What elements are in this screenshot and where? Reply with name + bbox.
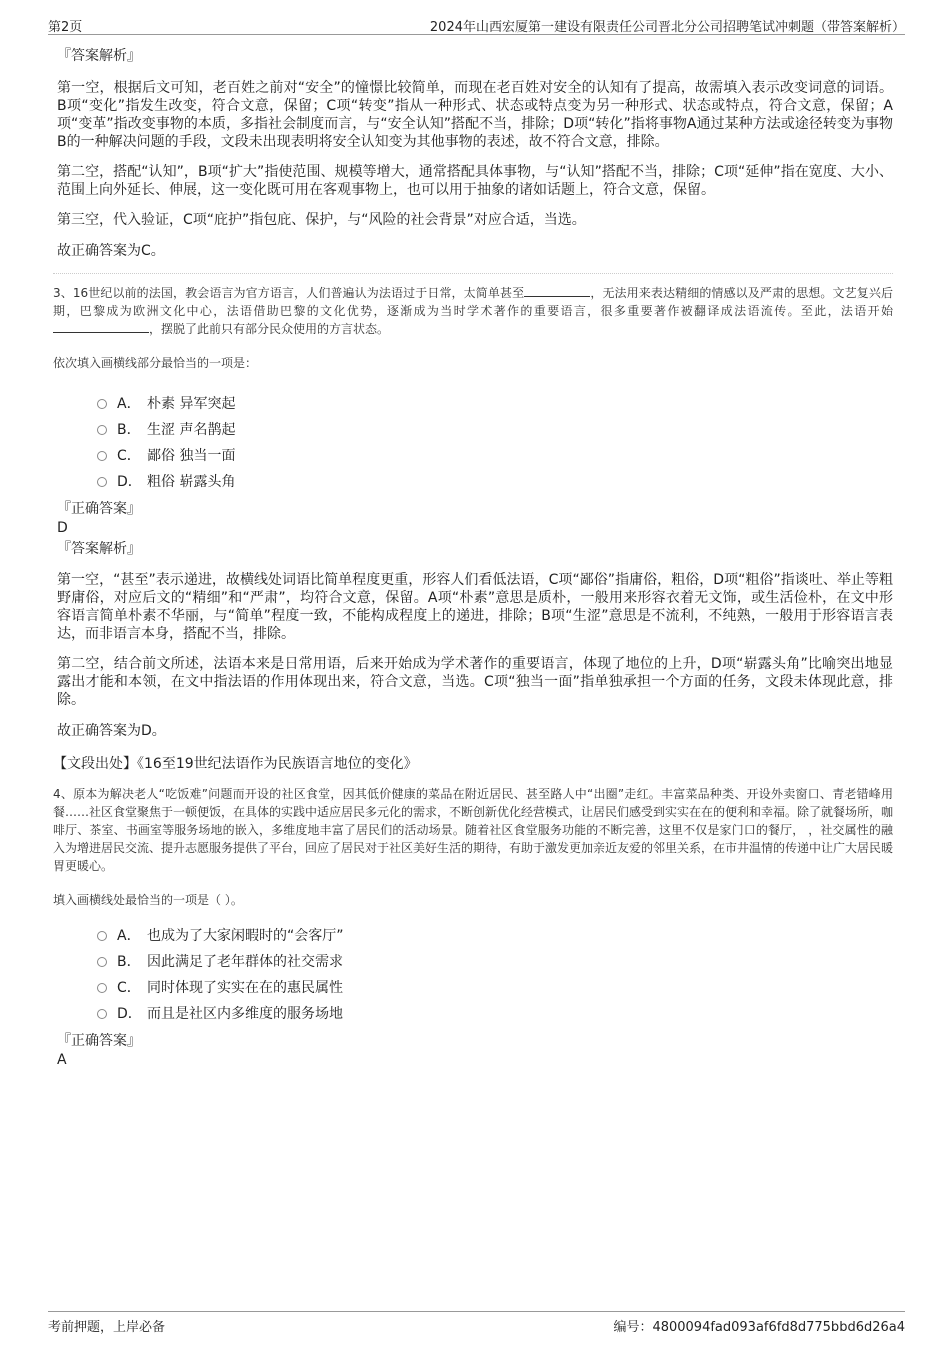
answer-label: 『正确答案』 [57, 501, 141, 517]
option-c[interactable]: C． 同时体现了实实在在的惠民属性 [97, 975, 893, 1001]
question-4-stem: 4、原本为解决老人“吃饭难”问题而开设的社区食堂，因其低价健康的菜品在附近居民、甚至路人中“出圈”走红。丰富菜品种类、开设外卖窗口、青老错峰用餐……社区食堂聚焦于一顿便饭，在具体的实践中适应居民多元化的需求，不断创新优化经营模式，让居民们感受到实实在在的便利和幸福。除了就餐场所，咖啡厅、茶室、书画室等服务场地的嵌入，多维度地丰富了居民们的活动场景。随着社区食堂服务功能的不断完善，这里不仅是家门口的餐厅， ，社交属性的融入为增进居民交流、提升志愿服务提供了平台，回应了居民对于社区美好生活的期待，有助于激发更加亲近友爱的邻里关系，在市井温情的传递中让广大居民暖胃更暖心。 [53, 787, 894, 873]
analysis-paragraph: 第二空，结合前文所述，法语本来是日常用语，后来开始成为学术著作的重要语言，体现了地位的上升，D项“崭露头角”比喻突出地显露出才能和本领，在文中指法语的作用体现出来，符合文意，当选。C项“独当一面”指单独承担一个方面的任务，文段未体现此意，排除。 [57, 656, 893, 708]
option-d[interactable]: D． 而且是社区内多维度的服务场地 [97, 1001, 893, 1027]
page-number: 第2页 [48, 20, 83, 35]
question-4-options [97, 923, 893, 1027]
question-3-options [97, 391, 893, 495]
analysis-paragraph: 第一空，根据后文可知，老百姓之前对“安全”的憧憬比较简单，而现在老百姓对安全的认知有了提高，故需填入表示改变词意的词语。B项“变化”指发生改变，符合文意，保留；C项“转变”指从一种形式、状态或特点变为另一种形式、状态或特点，符合文意，保留；A项“变革”指改变事物的本质，多指社会制度而言，与“安全认知”搭配不当，排除；D项“转化”指将事物A通过某种方法或途径转变为事物B的一种解决问题的手段，文段未出现表明将安全认知变为其他事物的表述，故不符合文意，排除。 [57, 80, 893, 150]
radio-icon[interactable] [97, 477, 107, 487]
analysis-conclusion: 故正确答案为D。 [57, 723, 166, 739]
question-3-prompt: 依次填入画横线部分最恰当的一项是： [53, 356, 258, 370]
analysis-label: 『答案解析』 [57, 48, 141, 64]
document-title: 2024年山西宏厦第一建设有限责任公司晋北分公司招聘笔试冲刺题（带答案解析） [429, 20, 905, 35]
document-body [53, 46, 894, 1069]
footer-slogan: 考前押题，上岸必备 [48, 1320, 166, 1335]
analysis-paragraph: 第一空，“甚至”表示递进，故横线处词语比简单程度更重，形容人们看低法语，C项“鄙俗”指庸俗，粗俗，D项“粗俗”指谈吐、举止等粗野庸俗，对应后文的“精细”和“严肃”，均符合文意，保留。A项“朴素”意思是质朴，一般用来形容衣着无文饰，或生活俭朴，在文中形容语言简单朴素不华丽，与“简单”程度一致，不能构成程度上的递进，排除；B项“生涩”意思是不流利，不纯熟，一般用于形容语言表达，而非语言本身，搭配不当，排除。 [57, 572, 893, 642]
radio-icon[interactable] [97, 983, 107, 993]
radio-icon[interactable] [97, 931, 107, 941]
analysis-label: 『答案解析』 [57, 541, 141, 557]
answer-label: 『正确答案』 [57, 1033, 141, 1049]
analysis-conclusion: 故正确答案为C。 [57, 243, 165, 259]
radio-icon[interactable] [97, 1009, 107, 1019]
document-id: 编号：4800094fad093af6fd8d775bbd6d26a4 [613, 1320, 905, 1335]
radio-icon[interactable] [97, 399, 107, 409]
question-4-prompt: 填入画横线处最恰当的一项是（ ）。 [53, 893, 243, 907]
question-3-stem: 3、16世纪以前的法国，教会语言为官方语言，人们普遍认为法语过于日常，太简单甚至 ，无法用来表达精细的情感以及严肃的思想。文艺复兴后期，巴黎成为欧洲文化中心，法语借助巴黎的文化优势，逐渐成为当时学术著作的重要语言，很多重要著作被翻译成法语流传。至此，法语开始，摆脱了此前只有部分民众使用的方言状态。 [53, 286, 893, 336]
correct-answer: D [57, 520, 68, 536]
analysis-paragraph: 第二空，搭配“认知”，B项“扩大”指使范围、规模等增大，通常搭配具体事物，与“认知”搭配不当，排除；C项“延伸”指在宽度、大小、范围上向外延长、伸展，这一变化既可用在客观事物上，也可以用于抽象的诸如话题上，符合文意，保留。 [57, 164, 893, 198]
radio-icon[interactable] [97, 451, 107, 461]
analysis-paragraph: 第三空，代入验证，C项“庇护”指包庇、保护，与“风险的社会背景”对应合适，当选。 [57, 212, 586, 228]
option-c[interactable]: C． 鄙俗 独当一面 [97, 443, 893, 469]
radio-icon[interactable] [97, 957, 107, 967]
blank-1 [524, 284, 590, 297]
option-a[interactable]: A． 朴素 异军突起 [97, 391, 893, 417]
option-b[interactable]: B． 因此满足了老年群体的社交需求 [97, 949, 893, 975]
passage-source: 【文段出处】《16至19世纪法语作为民族语言地位的变化》 [53, 756, 418, 772]
page-footer [48, 1311, 905, 1334]
radio-icon[interactable] [97, 425, 107, 435]
blank-2 [53, 320, 149, 333]
option-b[interactable]: B． 生涩 声名鹊起 [97, 417, 893, 443]
option-d[interactable]: D． 粗俗 崭露头角 [97, 469, 893, 495]
option-a[interactable]: A． 也成为了大家闲暇时的“会客厅” [97, 923, 893, 949]
page-header [48, 14, 905, 35]
correct-answer: A [57, 1052, 67, 1068]
